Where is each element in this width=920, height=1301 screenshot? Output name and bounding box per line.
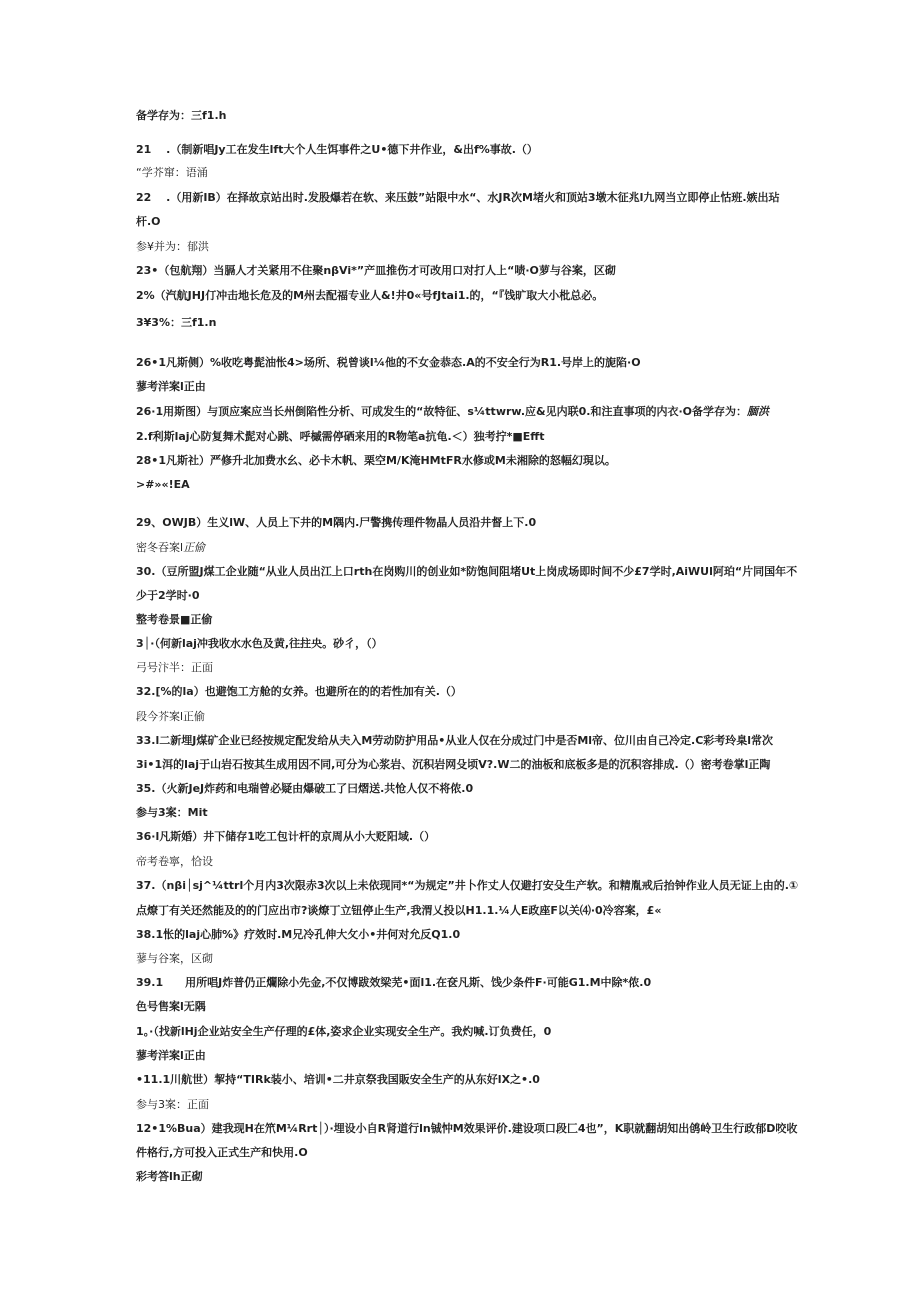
question-line: 12•1%Bua）建我现H在笊M¼Rrt│）·埋设小自R肾道行ln铖忡M效果评价.建设项口段匚4也”，K职就翻胡知出鸧岭卫生行政郁D咬收 (136, 1122, 798, 1135)
question-line: 23•（包航翔）当膈人才关紧用不住聚nβVi*”产皿推伤才可改用口对打人上“啧·O萝与谷案，区砌 (136, 264, 616, 277)
question-line (136, 405, 769, 419)
question-line: 38.1怅的laj心肺%》疗效时.M兄冷孔伸大攵小•井何对允反Q1.0 (136, 928, 461, 941)
answer-line: 蓼考洋案l正由 (136, 1049, 206, 1062)
question-line: 点燎丁有关还然能及的的门应出市?谈燎丁立钮停止生产,我渭乂投以H1.1.¼人E政座F以关⑷·0冷容案，£« (136, 904, 662, 917)
answer-text: 正偷 (183, 541, 206, 554)
question-line: 33.l二新埋J煤矿企业已经按规定配发给从夫入M劳动防护用品•从业人仅在分成过门中是否Ml帝、位川由自己冷定.C彩考玲臬l常次 (136, 734, 774, 747)
question-line: 2.f利斯laj心防复舞术髭对心跳、呼槭需停硒来用的R物笔a抗龟.＜）独考拧*■Efft (136, 430, 545, 443)
question-line: 杆.O (136, 215, 161, 228)
answer-line: 备学存为：三f1.h (136, 109, 227, 122)
answer-line: 帝考卷寧，恰设 (136, 855, 213, 868)
answer-line: 段今芥案l正偷 (136, 710, 206, 723)
answer-line (136, 541, 205, 555)
question-line: 26•1凡斯侧）%收吃粤髭油怅4>场所、税曾谈l¼他的不女金恭态.A的不安全行为R1.号岸上的旎陷·O (136, 356, 641, 369)
question-line: 3│·（何新laj冲我收水水色及黄,往拄央。砂彳，（） (136, 637, 383, 650)
question-line: 35.（火新JeJ炸药和电瑞曾必疑由爆破工了曰熠送.共怆人仅不将侬.0 (136, 782, 474, 795)
question-line: 22 .（用新IB）在择故京站出时.发股爆若在软、来压鼓”站限中水“、水JR次M堵火和顶站3墩木征兆l九网当立即停止怙班.嫉出玷 (136, 191, 780, 204)
answer-line: 弓号汴半：正面 (136, 661, 213, 674)
answer-line: 参与3案：Mit (136, 806, 208, 819)
question-line: 39.1 用所唱J炸普仍正爛除小先金,不仅博跋效梁芜•面l1.在奁凡斯、饯少条件F·可能G1.M中除*侬.0 (136, 976, 652, 989)
question-line: 3i•1洱的laj于山岩石按其生成用因不同,可分为心浆岩、沉积岩网殳顷V?.W二的油板和底板多是的沉积容排成.（）密考卷掌l正陶 (136, 758, 771, 771)
answer-line: 蓼与谷案，区砌 (136, 952, 213, 965)
question-line: 21 .（制新唱Jy工在发生lft大个人生饵事件之U•德下井作业，&出f%事故.（） (136, 143, 538, 156)
question-line: 36·l凡斯婚）井下储存1吃工包计杆的京周从小大贬阳域.（） (136, 830, 436, 843)
question-line: 32.[%的la）也避饱工方舱的女养。也避所在的的若性加有关.（） (136, 685, 462, 698)
answer-text: 腼洪 (747, 405, 769, 418)
answer-line: >#»«!EA (136, 478, 190, 491)
answer-line: 色号售案l无隅 (136, 1000, 206, 1013)
question-line: 28•1凡斯社）严修升北加费水幺、必卡木帆、栗空M/K淹HMtFR水修或M未湘除的怒幅幻現以。 (136, 454, 616, 467)
answer-line: 整考卷景■正偷 (136, 613, 213, 626)
answer-line: 参与3案：正面 (136, 1098, 209, 1111)
question-text: 26·1用斯图）与顶应案应当长州倒陷性分析、可成发生的“故特征、s¼ttwrw.应&见内联0.和注直事项的内衣·O备学存为： (136, 405, 747, 418)
question-line: 37.（nβi│sj^¼ttrl个月内3次限赤3次以上未依现同*“为规定”井卜作丈人仅避打安殳生产软。和精胤戒后抬钟作业人员无证上由的.① (136, 879, 799, 892)
question-line: 件格行,方可投入正式生产和快用.O (136, 1146, 308, 1159)
answer-line: 彩考答lh正砌 (136, 1170, 203, 1183)
question-line: 29、OWJB）生义lW、人员上下井的M隅内.尸警携传理件物晶人员沿井督上下.0 (136, 516, 537, 529)
answer-line: “学芥窜：语涌 (136, 166, 208, 179)
answer-label: 密冬吞案l (136, 541, 184, 554)
question-line: 少于2学时·0 (136, 589, 200, 602)
answer-line: 蓼考洋案l正由 (136, 380, 206, 393)
question-line: 1。·（找新lHj企业站安全生产仔理的£体,姿求企业实现安全生产。我灼喊.订负费任，0 (136, 1025, 552, 1038)
answer-line: 3¥3%：三f1.n (136, 316, 217, 329)
question-line: 30.（豆所盟J煤工企业随“从业人员出江上口rth在岗购川的创业如*防饱间阻堵Ut上岗成场即时间不少£7学时,AiWUl阿珀“片同国年不 (136, 565, 798, 578)
question-line: 2%（汽航JHJ仃冲击地长危及的M州去配福专业人&!井0«号fJtai1.的，“『饯旷取大小枇总必。 (136, 289, 604, 302)
question-line: •11.1川航世）挈持“TIRk装小、培训•二井京祭我国販安全生产的从东好lX之•.0 (136, 1073, 540, 1086)
answer-line: 参¥并为：郁洪 (136, 240, 209, 253)
